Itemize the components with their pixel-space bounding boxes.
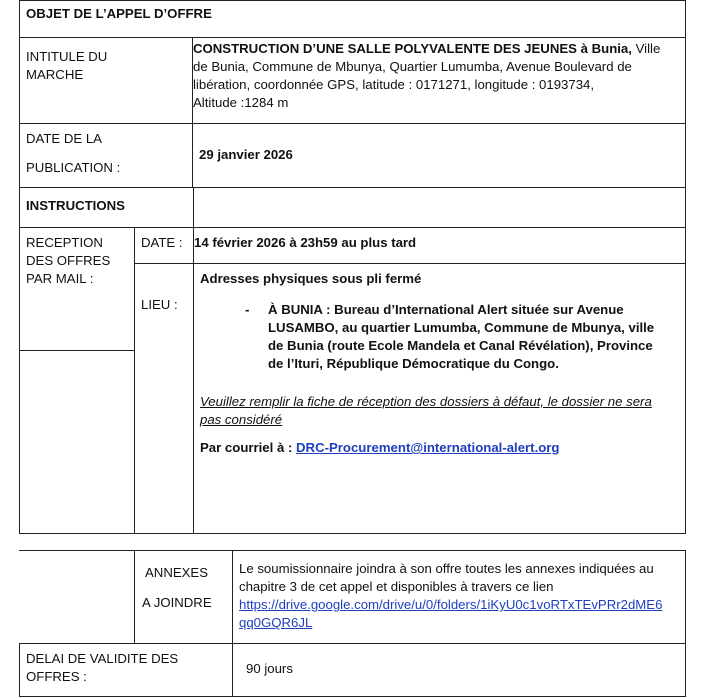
reception-label-line1: RECEPTION [26,235,103,250]
date-label: DATE : [141,235,183,250]
table-border [232,550,233,697]
validite-value: 90 jours [246,661,293,676]
table-border [134,550,135,643]
section-title: OBJET DE L’APPEL D’OFFRE [26,6,212,21]
marche-line3: libération, coordonnée GPS, latitude : 0171271, longitude : 0193734, [193,77,595,92]
publication-date: 29 janvier 2026 [199,147,293,162]
validite-label-line2: OFFRES : [26,669,87,684]
table-border [19,350,134,351]
table-border [19,0,685,1]
note-line1: Veuillez remplir la fiche de réception des dossiers à défaut, le dossier ne sera [200,394,652,409]
table-border [19,0,20,534]
address-line2: LUSAMBO, au quartier Lumumba, Commune de Mbunya, ville [268,320,655,335]
table-border [685,550,686,697]
email-link[interactable]: DRC-Procurement@international-alert.org [296,440,560,455]
instructions-label: INSTRUCTIONS [26,198,125,213]
table-border [134,227,135,534]
address-line1: À BUNIA : Bureau d’International Alert située sur Avenue [268,302,624,317]
marche-label-line2: MARCHE [26,67,84,82]
table-border [19,187,685,188]
address-line4: de l’Ituri, République Démocratique du Congo. [268,356,559,371]
table-border [19,643,685,644]
marche-title [193,40,683,58]
email-row [200,439,560,457]
table-border [19,550,685,551]
note-line2: pas considéré [200,412,283,427]
table-border [19,533,685,534]
marche-line2: de Bunia, Commune de Mbunya, Quartier Lumumba, Avenue Boulevard de [193,59,632,74]
annexes-drive-link[interactable]: https://drive.google.com/drive/u/0/folders/1iKyU0c1voRTxTEvPRr2dME6 [239,597,663,612]
table-border [19,696,685,697]
marche-title-rest: Ville [635,41,661,56]
lieu-label: LIEU : [141,297,178,312]
marche-label-line1: INTITULE DU [26,49,108,64]
publication-label-line1: DATE DE LA [26,131,102,146]
table-border [19,37,685,38]
table-border [19,123,685,124]
table-border [134,263,685,264]
address-heading: Adresses physiques sous pli fermé [200,271,422,286]
annexes-drive-link-cont[interactable]: qq0GQR6JL [239,615,313,630]
reception-date: 14 février 2026 à 23h59 au plus tard [194,235,417,250]
publication-label-line2: PUBLICATION : [26,160,121,175]
table-border [19,227,685,228]
table-border [685,0,686,534]
marche-title-bold: CONSTRUCTION D’UNE SALLE POLYVALENTE DES JEUNES à Bunia, [193,41,632,56]
reception-label-line2: DES OFFRES [26,253,111,268]
annexes-label-line2: A JOINDRE [142,595,212,610]
email-prefix: Par courriel à : [200,440,293,455]
annexes-label-line1: ANNEXES [145,565,209,580]
validite-label-line1: DELAI DE VALIDITE DES [26,651,179,666]
marche-line4: Altitude :1284 m [193,95,289,110]
annexes-text-line2: chapitre 3 de cet appel et disponibles à travers ce lien [239,579,554,594]
table-border [19,643,20,697]
reception-label-line3: PAR MAIL : [26,271,94,286]
address-bullet: - [245,302,250,317]
annexes-text-line1: Le soumissionnaire joindra à son offre toutes les annexes indiquées au [239,561,654,576]
address-line3: de Bunia (route Ecole Mandela et Canal Révélation), Province [268,338,653,353]
